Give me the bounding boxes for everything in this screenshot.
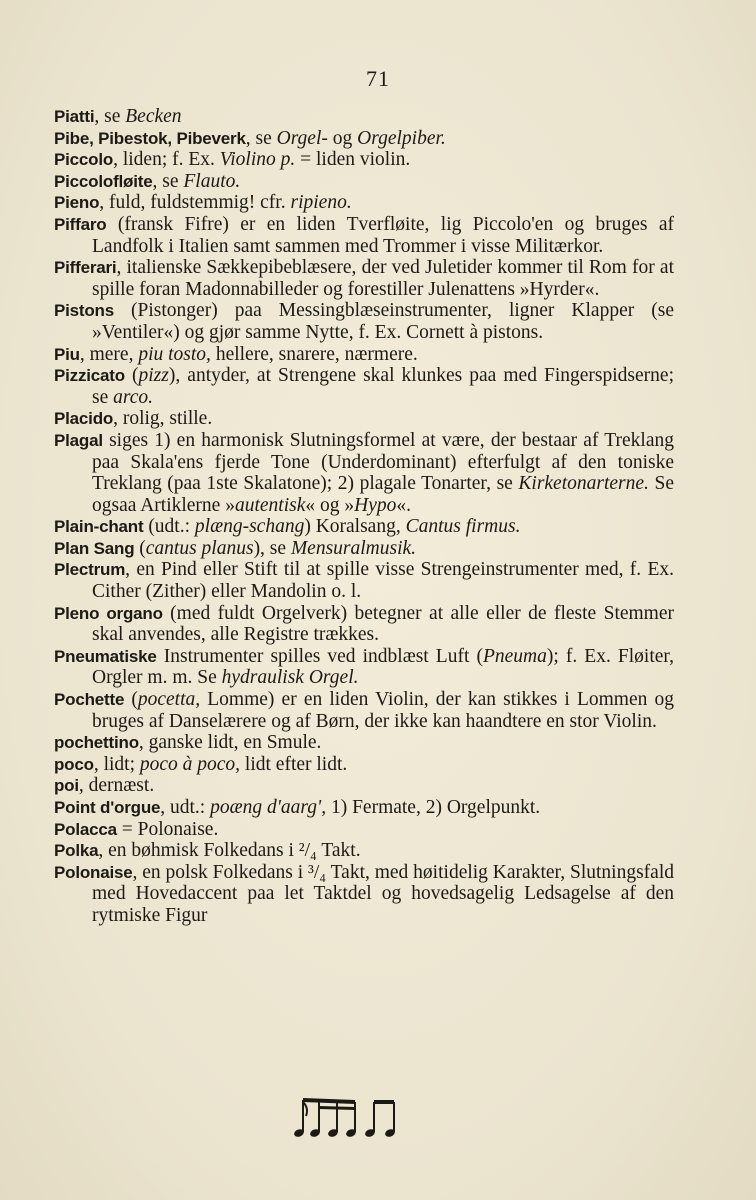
entry-headword: Pochette: [54, 690, 125, 710]
entry-italic-text: ripieno.: [290, 192, 352, 214]
dictionary-entry: [54, 559, 674, 602]
dictionary-entry: [54, 171, 674, 193]
polonaise-rhythm-notation: [290, 1090, 410, 1142]
entry-headword: Pistons: [54, 301, 115, 321]
entry-headword: pochettino: [54, 733, 139, 753]
entry-text: = Polonaise.: [116, 818, 219, 840]
dictionary-entry: [54, 689, 674, 732]
entry-text: , udt.:: [160, 797, 211, 818]
entry-text: , rolig, stille.: [113, 408, 213, 430]
entry-text: , en polsk Folkedans i ³/₄ Takt, med høitidelig Karakter, Slutningsfald med Hovedaccent paa let Taktdel og hovedsagelig Ledsagelse af den rytmiske Figur: [92, 861, 674, 926]
entry-text: , fuld, fuldstemmig! cfr.: [99, 192, 291, 214]
entry-text: (med fuldt Orgelverk) betegner at alle eller de fleste Stemmer skal anvendes, alle Registre trækkes.: [92, 602, 675, 646]
entry-headword: Pibe, Pibestok, Pibeverk: [54, 128, 246, 148]
dictionary-entry: [54, 775, 674, 797]
dictionary-entry: [54, 192, 674, 214]
dictionary-entry: [54, 797, 674, 819]
dictionary-entry: [54, 214, 674, 257]
entry-italic-text: Kirketonarterne.: [518, 473, 649, 495]
dictionary-entry: [54, 732, 674, 754]
entry-italic-text: Violino p.: [219, 149, 296, 171]
entry-text: Instrumenter spilles ved indblæst Luft (: [156, 645, 483, 667]
entry-italic-text: pizz: [138, 365, 169, 387]
entry-headword: Polonaise: [54, 862, 133, 882]
entry-headword: Plagal: [54, 430, 103, 450]
entry-text: , se: [245, 127, 277, 149]
entry-text: , dernæst.: [78, 775, 155, 797]
entry-text: , liden; f. Ex.: [113, 149, 220, 171]
entry-italic-text: arco.: [113, 386, 154, 408]
entry-headword: Plectrum: [54, 560, 126, 580]
entry-headword: Placido: [54, 409, 114, 429]
entry-headword: poi: [54, 776, 79, 796]
entry-headword: Plain-chant: [54, 517, 144, 537]
entry-headword: Plan Sang: [54, 538, 135, 558]
entry-headword: Piccolo: [54, 150, 114, 170]
dictionary-entry: [54, 840, 674, 862]
entry-text: , mere,: [79, 343, 139, 365]
entry-text: (: [124, 365, 139, 387]
entry-italic-text: poco à poco,: [139, 753, 241, 775]
dictionary-entry: [54, 128, 674, 150]
entry-italic-text: hydraulisk Orgel.: [221, 667, 359, 689]
dictionary-entry: [54, 538, 674, 560]
entry-text: siges 1) en harmonisk Slutningsformel at være, der bestaar af Treklang paa Skala'ens fjerde Tone (Underdominant) efterfulgt af den toniske Treklang (paa 1ste Skalatone); 2) plagale Tonarter, se: [92, 429, 674, 495]
entry-text: 1) Fermate, 2) Orgelpunkt.: [326, 797, 541, 818]
entry-italic-text: piu tosto,: [138, 343, 211, 365]
entry-italic-text: Hypo: [354, 494, 397, 516]
dictionary-entry: [54, 430, 674, 516]
entry-text: = liden violin.: [295, 149, 411, 171]
entry-text: , se: [152, 170, 184, 192]
entry-italic-text: Orgel-: [276, 127, 328, 149]
entry-italic-text: cantus planus: [145, 537, 254, 559]
entry-text: ); f. Ex. Fløiter, Orgler m. m. Se: [92, 645, 674, 689]
entry-text: (: [124, 689, 138, 711]
entry-text: (: [134, 537, 146, 559]
entry-text: ) Koralsang,: [304, 516, 406, 538]
entry-italic-text: Cantus firmus.: [405, 516, 521, 538]
page-number: 71: [366, 66, 390, 91]
entry-italic-text: autentisk: [234, 494, 306, 516]
dictionary-entry: [54, 754, 674, 776]
dictionary-entry: [54, 646, 674, 689]
entry-italic-text: pocetta,: [137, 689, 201, 711]
entry-headword: Piccolofløite: [54, 171, 153, 191]
entry-italic-text: Pneuma: [482, 645, 547, 667]
dictionary-entry: [54, 408, 674, 430]
entry-text: , en Pind eller Stift til at spille visse Strengeinstrumenter med, f. Ex. Cither (Zither) eller Mandolin o. l.: [92, 559, 674, 603]
entry-headword: Piatti: [54, 107, 95, 126]
entry-headword: Polka: [54, 841, 99, 861]
entry-text: ), antyder, at Strengene skal klunkes paa med Fingerspidserne; se: [92, 365, 674, 408]
dictionary-entry: [54, 257, 674, 300]
entry-headword: poco: [54, 754, 94, 774]
entry-headword: Polacca: [54, 819, 117, 839]
entry-italic-text: plæng-schang: [194, 516, 305, 538]
dictionary-entry: [54, 603, 674, 646]
dictionary-entries: [54, 106, 674, 927]
entry-text: (udt.:: [143, 516, 195, 538]
entry-headword: Pifferari: [54, 258, 117, 278]
entry-text: Se ogsaa Artiklerne »: [92, 473, 674, 516]
dictionary-entry: [54, 300, 674, 343]
entry-text: , lidt;: [93, 753, 140, 775]
entry-text: (Pistonger) paa Messingblæseinstrumenter, ligner Klapper (se »Ventiler«) og gjør samme Nytte, f. Ex. Cornett à pistons.: [92, 300, 674, 343]
entry-italic-text: poæng d'aarg',: [210, 797, 327, 818]
entry-headword: Pneumatiske: [54, 646, 157, 666]
entry-text: « og »: [305, 494, 355, 516]
entry-text: ), se: [253, 537, 291, 559]
entry-text: lidt efter lidt.: [240, 753, 348, 775]
entry-headword: Piu: [54, 344, 80, 364]
entry-italic-text: Mensuralmusik.: [290, 537, 417, 559]
entry-italic-text: Orgelpiber.: [357, 127, 446, 149]
entry-text: «.: [396, 494, 411, 516]
entry-text: Lomme) er en liden Violin, der kan stikkes i Lommen og bruges af Danselærere og af Børn, der ikke kan haandtere en stor Violin.: [92, 689, 675, 732]
dictionary-entry: [54, 149, 674, 171]
dictionary-entry: [54, 516, 674, 538]
entry-text: og: [327, 127, 358, 149]
entry-text: , ganske lidt, en Smule.: [138, 732, 322, 754]
entry-headword: Pizzicato: [54, 366, 125, 386]
entry-text: , se: [94, 106, 126, 127]
dictionary-entry: [54, 106, 674, 128]
dictionary-entry: [54, 819, 674, 841]
dictionary-entry: [54, 862, 674, 927]
entry-text: , en bøhmisk Folkedans i ²/₄ Takt.: [98, 840, 361, 862]
entry-text: hellere, snarere, nærmere.: [210, 343, 418, 365]
entry-headword: Point d'orgue: [54, 798, 161, 817]
entry-text: (fransk Fifre) er en liden Tverfløite, lig Piccolo'en og bruges af Landfolk i Italien samt sammen med Trommer i visse Militærkor.: [92, 213, 674, 257]
entry-headword: Pieno: [54, 193, 100, 213]
entry-text: , italienske Sækkepibeblæsere, der ved Juletider kommer til Rom for at spille foran Madonnabilleder og forestiller Julenattens »Hyrder«.: [92, 257, 674, 300]
entry-headword: Pleno organo: [54, 603, 163, 623]
dictionary-entry: [54, 344, 674, 366]
entry-italic-text: Becken: [125, 106, 182, 127]
entry-italic-text: Flauto.: [183, 170, 241, 192]
dictionary-entry: [54, 365, 674, 408]
entry-headword: Piffaro: [54, 214, 107, 234]
